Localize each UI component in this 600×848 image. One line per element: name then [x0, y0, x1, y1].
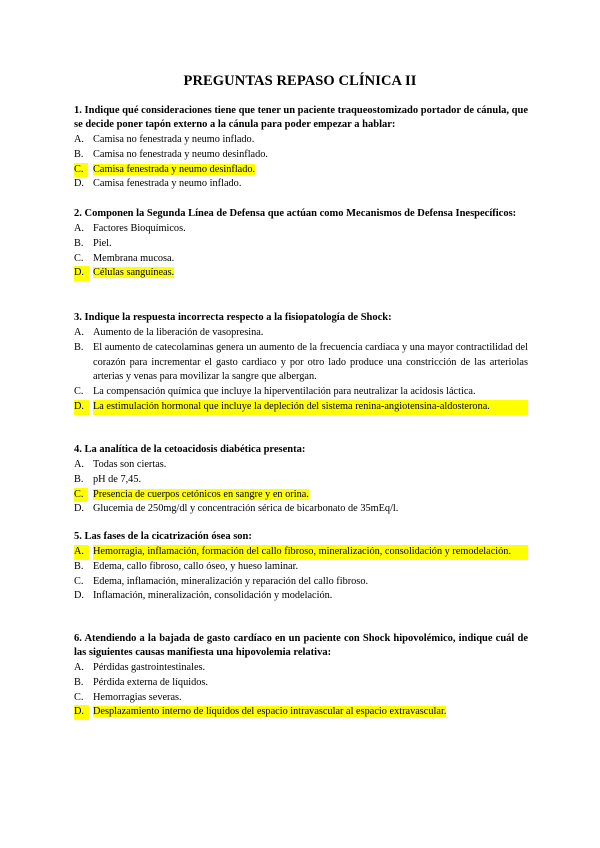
option-list: [74, 133, 528, 192]
option-b: B. Pérdida externa de líquidos.: [74, 676, 208, 688]
question-3: [74, 311, 528, 415]
question-2: [74, 207, 528, 281]
option-a: A. Aumento de la liberación de vasopresina.: [74, 327, 264, 338]
option-c: C. Membrana mucosa.: [74, 252, 175, 264]
option-list: [74, 545, 528, 604]
option-list: [74, 458, 528, 517]
question-6: [74, 632, 528, 720]
question-text: 3. Indique la respuesta incorrecta respecto a la fisiopatología de Shock:: [74, 312, 392, 323]
page-title: PREGUNTAS REPASO CLÍNICA II: [183, 73, 417, 89]
option-a-highlighted: A. Hemorragia, inflamación, formación del callo fibroso, mineralización, consolidación y remodelación.: [74, 545, 528, 560]
question-text: 5. Las fases de la cicatrización ósea son:: [74, 531, 252, 542]
option-c-highlighted: C. Camisa fenestrada y neumo desinflado.: [74, 163, 528, 178]
option-d: D. Camisa fenestrada y neumo inflado.: [74, 178, 242, 190]
option-b: B. Edema, callo fibroso, callo óseo, y hueso laminar.: [74, 560, 299, 572]
question-4: [74, 443, 528, 517]
option-c-highlighted: C. Presencia de cuerpos cetónicos en sangre y en orina.: [74, 488, 528, 503]
option-list: [74, 326, 528, 415]
question-5: [74, 530, 528, 604]
question-1: [74, 104, 528, 192]
option-d-highlighted: D. La estimulación hormonal que incluye la depleción del sistema renina-angiotensina-aldosterona.: [74, 400, 528, 415]
option-a: A. Pérdidas gastrointestinales.: [74, 662, 206, 673]
question-text: 2. Componen la Segunda Línea de Defensa que actúan como Mecanismos de Defensa Inespecíficos:: [74, 208, 517, 219]
option-d: D. Inflamación, mineralización, consolidación y modelación.: [74, 590, 333, 602]
option-d: D. Glucemia de 250mg/dl y concentración sérica de bicarbonato de 35mEq/l.: [74, 503, 399, 515]
option-c: C. La compensación química que incluye la hiperventilación para neutralizar la acidosis láctica.: [74, 386, 476, 398]
question-text: 6. Atendiendo a la bajada de gasto cardíaco en un paciente con Shock hipovolémico, indique cuál de las siguientes causas manifiesta una hipovolemia relativa:: [74, 633, 528, 658]
option-b: B. El aumento de catecolaminas genera un aumento de la frecuencia cardiaca y una mayor contractilidad del corazón para incrementar el gasto cardiaco y por otro lado produce una constricción de las arteriolas arterias y venas para movilizar la sangre que albergan.: [74, 341, 528, 383]
option-b: B. Camisa no fenestrada y neumo desinflado.: [74, 148, 268, 160]
question-text: 1. Indique qué consideraciones tiene que tener un paciente traqueostomizado portador de cánula, que se decide poner tapón externo a la cánula para poder empezar a hablar:: [74, 105, 528, 130]
option-d-highlighted: D. Desplazamiento interno de líquidos del espacio intravascular al espacio extravascular.: [74, 705, 528, 720]
option-a: A. Todas son ciertas.: [74, 459, 167, 470]
option-b: B. pH de 7,45.: [74, 473, 142, 485]
option-b: B. Piel.: [74, 237, 112, 249]
option-d-highlighted: D. Células sanguíneas.: [74, 266, 528, 281]
option-c: C. Hemorragias severas.: [74, 691, 182, 703]
option-list: [74, 661, 528, 720]
question-text: 4. La analítica de la cetoacidosis diabética presenta:: [74, 444, 306, 455]
option-a: A. Camisa no fenestrada y neumo inflado.: [74, 134, 255, 145]
option-a: A. Factores Bioquímicos.: [74, 223, 186, 234]
option-c: C. Edema, inflamación, mineralización y reparación del callo fibroso.: [74, 575, 369, 587]
option-list: [74, 222, 528, 281]
